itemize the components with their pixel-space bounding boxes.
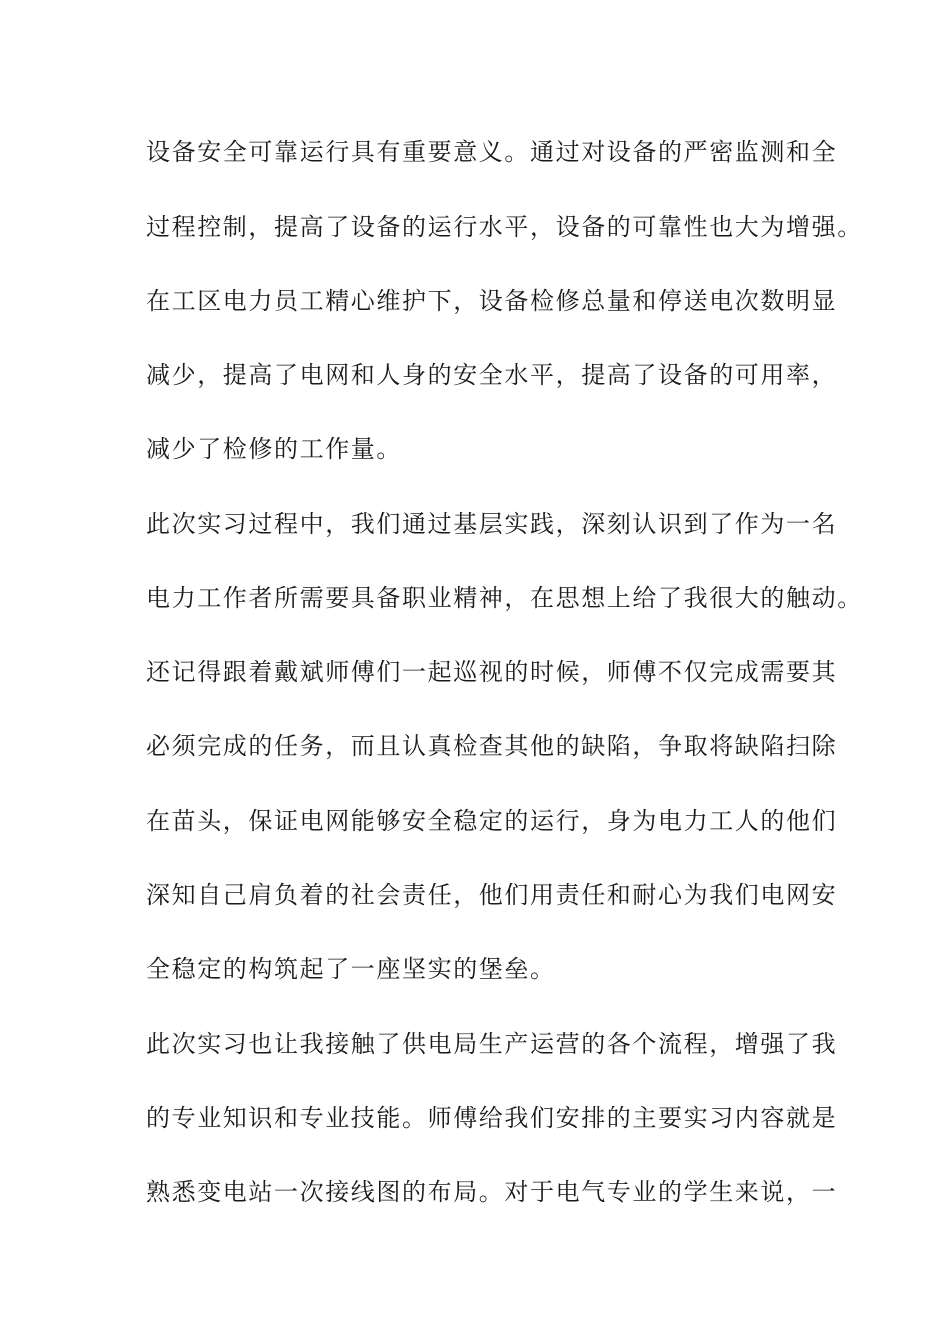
text-line: 的专业知识和专业技能。师傅给我们安排的主要实习内容就是: [146, 1104, 838, 1132]
text-line: 电力工作者所需要具备职业精神，在思想上给了我很大的触动。: [146, 584, 863, 612]
text-line: 减少，提高了电网和人身的安全水平，提高了设备的可用率，: [146, 361, 838, 389]
text-line: 熟悉变电站一次接线图的布局。对于电气专业的学生来说，一: [146, 1178, 838, 1206]
text-line: 全稳定的构筑起了一座坚实的堡垒。: [146, 955, 556, 983]
text-line: 深知自己肩负着的社会责任，他们用责任和耐心为我们电网安: [146, 881, 838, 909]
text-line: 在工区电力员工精心维护下，设备检修总量和停送电次数明显: [146, 287, 838, 315]
text-line: 减少了检修的工作量。: [146, 435, 402, 463]
text-line: 在苗头，保证电网能够安全稳定的运行，身为电力工人的他们: [146, 807, 838, 835]
text-line: 设备安全可靠运行具有重要意义。通过对设备的严密监测和全: [146, 138, 838, 166]
text-line: 此次实习也让我接触了供电局生产运营的各个流程，增强了我: [146, 1030, 838, 1058]
text-line: 过程控制，提高了设备的运行水平，设备的可靠性也大为增强。: [146, 213, 863, 241]
text-line: 此次实习过程中，我们通过基层实践，深刻认识到了作为一名: [146, 510, 838, 538]
text-line: 必须完成的任务，而且认真检查其他的缺陷，争取将缺陷扫除: [146, 732, 838, 760]
text-line: 还记得跟着戴斌师傅们一起巡视的时候，师傅不仅完成需要其: [146, 658, 838, 686]
